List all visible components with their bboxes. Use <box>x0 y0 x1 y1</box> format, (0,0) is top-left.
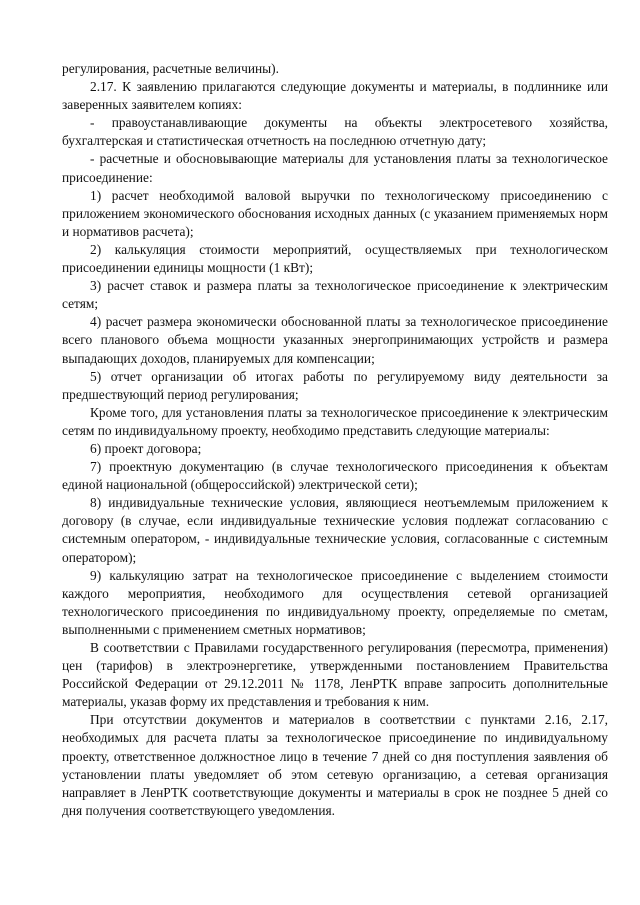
paragraph-item-4: 4) расчет размера экономически обоснованной платы за технологическое присоединение всего планового объема мощности указанных энергопринимающих устройств и размера выпадающих доходов, планируемых для компенсации; <box>62 314 608 366</box>
paragraph-dash-calculation-materials: - расчетные и обосновывающие материалы для установления платы за технологическое присоединение: <box>62 151 608 185</box>
paragraph-item-7: 7) проектную документацию (в случае технологического присоединения к объектам единой национальной (общероссийской) электрической сети); <box>62 459 608 493</box>
paragraph-item-9: 9) калькуляцию затрат на технологическое присоединение с выделением стоимости каждого мероприятия, необходимого для осуществления сетевой организацией технологического присоединения по индивидуальному проекту, определяемые по сметам, выполненными с применением сметных нормативов; <box>62 567 608 637</box>
paragraph-dash-ownership-docs: - правоустанавливающие документы на объекты электросетевого хозяйства, бухгалтерская и статистическая отчетность на последнюю отчетную дату; <box>62 115 608 149</box>
paragraph-continuation: регулирования, расчетные величины). <box>62 61 279 76</box>
paragraph-item-6: 6) проект договора; <box>90 440 202 456</box>
document-body <box>62 60 608 820</box>
paragraph-item-5: 5) отчет организации об итогах работы по регулируемому виду деятельности за предшествующий период регулирования; <box>62 368 608 402</box>
paragraph-besides: Кроме того, для установления платы за технологическое присоединение к электрическим сетям по индивидуальному проекту, необходимо представить следующие материалы: <box>62 404 608 438</box>
paragraph-item-1: 1) расчет необходимой валовой выручки по технологическому присоединению с приложением экономического обоснования исходных данных (с указанием применяемых норм и нормативов расчета); <box>62 187 608 239</box>
paragraph-item-8: 8) индивидуальные технические условия, являющиеся неотъемлемым приложением к договору (в случае, если индивидуальные технические условия подлежат согласованию с системным оператором, - индивидуальные технические условия, согласованные с системным оператором); <box>62 495 608 565</box>
paragraph-regulation-rules: В соответствии с Правилами государственного регулирования (пересмотра, применения) цен (тарифов) в электроэнергетике, утвержденными постановлением Правительства Российской Федерации от 29.12.2011 № 1178, ЛенРТК вправе запросить дополнительные материалы, указав форму их представления и требования к ним. <box>62 640 608 710</box>
paragraph-item-2: 2) калькуляция стоимости мероприятий, осуществляемых при технологическом присоединении единицы мощности (1 кВт); <box>62 241 608 276</box>
paragraph-2-17: 2.17. К заявлению прилагаются следующие документы и материалы, в подлиннике или заверенных заявителем копиях: <box>62 79 608 113</box>
paragraph-item-3: 3) расчет ставок и размера платы за технологическое присоединение к электрическим сетям; <box>62 278 608 312</box>
paragraph-missing-documents: При отсутствии документов и материалов в соответствии с пунктами 2.16, 2.17, необходимых для расчета платы за технологическое присоединение по индивидуальному проекту, ответственное должностное лицо в течение 7 дней со дня поступления заявления об установлении платы уведомляет об этом сетевую организацию, а сетевая организация направляет в ЛенРТК соответствующие документы и материалы в срок не позднее 5 дней со дня получения соответствующего уведомления. <box>62 712 608 818</box>
